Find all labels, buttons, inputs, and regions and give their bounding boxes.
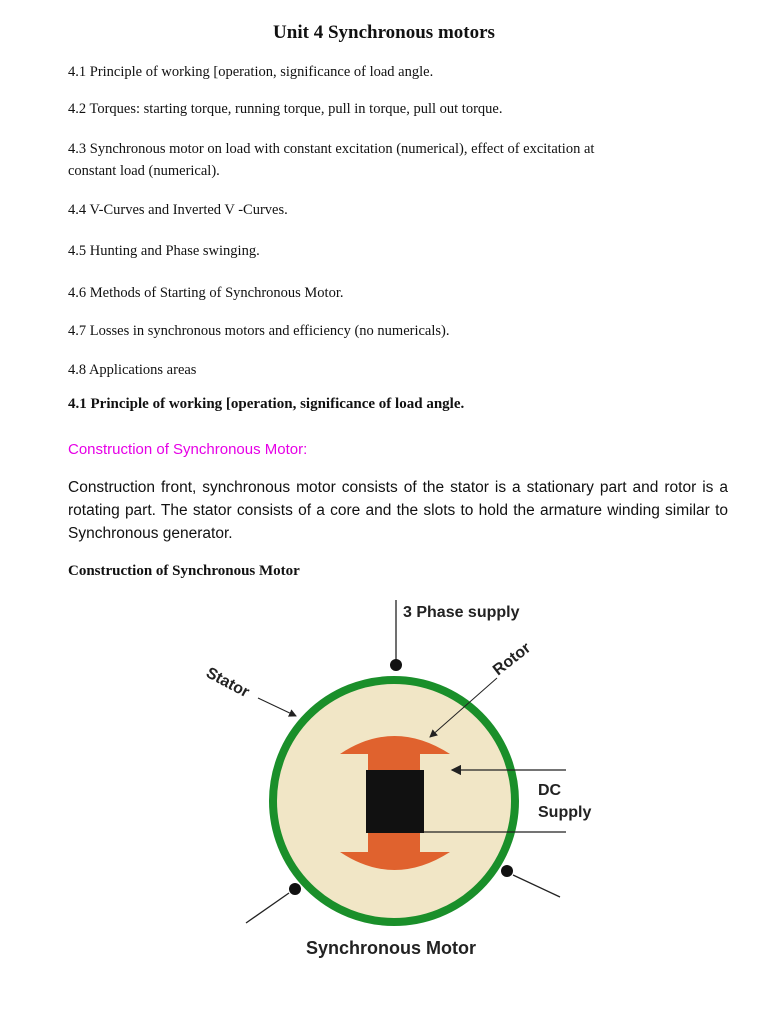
toc-item-text: 4.8 Applications areas (68, 362, 197, 378)
toc-item-4-6 (68, 282, 668, 304)
rotor-core (366, 770, 424, 833)
toc-item-4-7 (68, 320, 668, 342)
toc-item-text: 4.5 Hunting and Phase swinging. (68, 243, 260, 259)
stator-pointer (258, 698, 296, 716)
toc-item-text: 4.2 Torques: starting torque, running torque, pull in torque, pull out torque. (68, 101, 503, 117)
terminal-top (390, 659, 402, 671)
rotor-label: Rotor (489, 639, 535, 680)
toc-item-4-5 (68, 240, 668, 262)
toc-item-4-3 (68, 138, 668, 182)
synchronous-motor-diagram (0, 590, 768, 970)
page-title: Unit 4 Synchronous motors (273, 22, 495, 43)
figure-heading: Construction of Synchronous Motor (68, 563, 300, 579)
section-heading: 4.1 Principle of working [operation, significance of load angle. (68, 396, 465, 412)
toc-item-text: 4.4 V-Curves and Inverted V -Curves. (68, 202, 288, 218)
toc-item-text: 4.7 Losses in synchronous motors and efficiency (no numericals). (68, 323, 450, 339)
construction-paragraph: Construction front, synchronous motor consists of the stator is a stationary part and rotor is a rotating part. The stator consists of a core and the slots to hold the armature winding similar to Synchronous generator. (68, 479, 728, 542)
dc-label-line2: Supply (538, 804, 592, 821)
diagram-caption: Synchronous Motor (306, 938, 476, 958)
toc-item-4-1 (68, 61, 668, 83)
toc-item-4-2 (68, 98, 668, 120)
terminal-left-lead (246, 893, 289, 923)
toc-item-4-4 (68, 199, 668, 221)
construction-subheading: Construction of Synchronous Motor: (68, 441, 308, 458)
dc-label-line1: DC (538, 782, 562, 799)
terminal-right-lead (513, 875, 560, 897)
toc-item-text-continued: constant load (numerical). (68, 163, 220, 179)
stator-label: Stator (203, 664, 252, 702)
terminal-right (501, 865, 513, 877)
supply-label: 3 Phase supply (403, 604, 520, 621)
terminal-left (289, 883, 301, 895)
toc-item-text: 4.3 Synchronous motor on load with constant excitation (numerical), effect of excitation at (68, 141, 595, 157)
toc-item-text: 4.6 Methods of Starting of Synchronous Motor. (68, 285, 344, 301)
toc-item-4-8 (68, 359, 668, 381)
toc-item-text: 4.1 Principle of working [operation, significance of load angle. (68, 64, 434, 80)
